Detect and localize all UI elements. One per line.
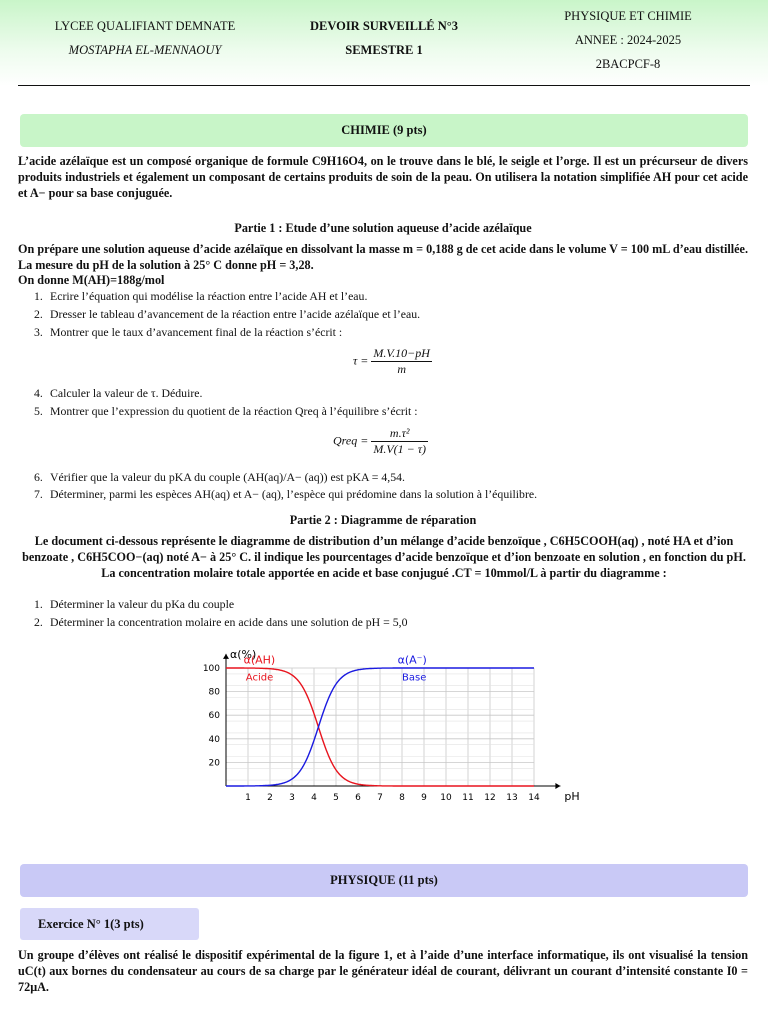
x-tick-label: 4: [311, 793, 317, 803]
legend-base-name: α(A⁻): [397, 653, 427, 667]
y-axis-label: α(%): [230, 647, 257, 661]
distribution-diagram: [195, 636, 580, 806]
y-tick-label: 100: [202, 664, 220, 674]
y-tick-label: 80: [208, 687, 220, 698]
y-axis-arrow: [223, 654, 229, 659]
y-tick-label: 60: [208, 711, 220, 722]
x-tick-label: 8: [399, 793, 405, 803]
class-name: 2BACPCF-8: [595, 57, 661, 71]
x-tick-label: 13: [506, 793, 518, 803]
exam-header: [0, 0, 768, 86]
question-1-1: 1. Ecrire l’équation qui modélise la réaction entre l’acide AH et l’eau.: [34, 289, 368, 303]
subject: PHYSIQUE ET CHIMIE: [564, 9, 692, 23]
teacher-name: MOSTAPHA EL-MENNAOUY: [68, 43, 222, 57]
school-name: LYCEE QUALIFIANT DEMNATE: [54, 19, 236, 33]
school-year: ANNEE : 2024-2025: [574, 33, 682, 47]
x-axis-label: pH: [564, 790, 580, 803]
part2-text: Le document ci-dessous représente le diagramme de distribution d’un mélange d’acide benzoïque , C6H5COOH(aq) , noté HA et d’ion benzoate , C6H5COO−(aq) noté A− à 25° C. il indique les pourcentages d’acide benzoïque et d’ion benzoate en solution , en fonction du pH. La concentration molaire totale apportée en acide et base conjugué .CT = 10mmol/L à partir du diagramme :: [22, 534, 746, 580]
x-tick-label: 2: [267, 793, 273, 803]
question-2-1: 1. Déterminer la valeur du pKa du couple: [34, 597, 235, 611]
legend-acid-name: α(AH): [243, 653, 276, 667]
x-tick-label: 14: [528, 793, 540, 803]
semester: SEMESTRE 1: [345, 43, 423, 57]
x-tick-label: 5: [333, 793, 339, 803]
part1-given: On donne M(AH)=188g/mol: [18, 273, 165, 287]
equation-quotient: Qreq = $\frac{\text{m.τ²}}{M.V(1 - \tau)}$: [333, 426, 427, 456]
question-1-5: 5. Montrer que l’expression du quotient de la réaction Qreq à l’équilibre s’écrit :: [34, 404, 418, 418]
exercise-1-title: Exercice N° 1(3 pts): [20, 908, 199, 940]
equation-tau: τ = $\frac{M.V.10-pH}{m}$: [353, 346, 430, 376]
question-1-4: 4. Calculer la valeur de τ. Déduire.: [34, 386, 203, 400]
x-tick-label: 1: [245, 793, 251, 803]
question-1-3: 3. Montrer que le taux d’avancement final de la réaction s’écrit :: [34, 325, 343, 339]
exercise-1-text: Un groupe d’élèves ont réalisé le dispositif expérimental de la figure 1, et à l’aide d’une interface informatique, ils ont visualisé la tension uC(t) aux bornes du condensateur au cours de sa charge par le générateur idéal de courant, délivrant un courant d’intensité constante I0 = 72μA.: [18, 948, 748, 994]
question-1-2: 2. Dresser le tableau d’avancement de la réaction entre l’acide azélaïque et l’eau.: [34, 307, 421, 321]
part1-title: Partie 1 : Etude d’une solution aqueuse d’acide azélaïque: [234, 221, 532, 235]
question-2-2: 2. Déterminer la concentration molaire en acide dans une solution de pH = 5,0: [34, 615, 408, 629]
x-tick-label: 6: [355, 793, 361, 803]
chimie-intro: L’acide azélaïque est un composé organique de formule C9H16O4, on le trouve dans le blé, le seigle et l’orge. Il est un précurseur de divers produits industriels et également un composant de certains produits de soin de la peau. On utilisera la notation simplifiée AH pour cet acide et A− pour sa base conjuguée.: [18, 154, 748, 200]
legend-acid-label: Acide: [245, 672, 274, 684]
question-1-6: 6. Vérifier que la valeur du pKA du couple (AH(aq)/A− (aq)) est pKA = 4,54.: [34, 470, 405, 484]
header-left: [20, 14, 270, 62]
x-tick-label: 3: [289, 793, 295, 803]
part1-text: On prépare une solution aqueuse d’acide azélaïque en dissolvant la masse m = 0,188 g de cet acide dans le volume V = 100 mL d’eau distillée. La mesure du pH de la solution à 25° C donne pH = 3,28.: [18, 242, 748, 272]
legend-base-label: Base: [402, 672, 427, 684]
x-tick-label: 7: [377, 793, 383, 803]
header-center: [270, 14, 498, 62]
header-right: [510, 4, 746, 76]
x-tick-label: 11: [462, 793, 474, 803]
physique-banner: PHYSIQUE (11 pts): [20, 864, 748, 897]
chimie-banner: CHIMIE (9 pts): [20, 114, 748, 147]
x-tick-label: 10: [440, 793, 452, 803]
header-divider: [18, 85, 750, 86]
x-tick-label: 9: [421, 793, 427, 803]
x-axis-arrow: [555, 783, 560, 789]
question-1-7: 7. Déterminer, parmi les espèces AH(aq) et A− (aq), l’espèce qui prédomine dans la solution à l’équilibre.: [34, 487, 538, 501]
exam-title: DEVOIR SURVEILLÉ N°3: [309, 19, 459, 33]
part2-title: Partie 2 : Diagramme de réparation: [289, 513, 477, 527]
y-tick-label: 40: [208, 734, 220, 745]
x-tick-label: 12: [484, 793, 496, 803]
y-tick-label: 20: [208, 758, 220, 769]
